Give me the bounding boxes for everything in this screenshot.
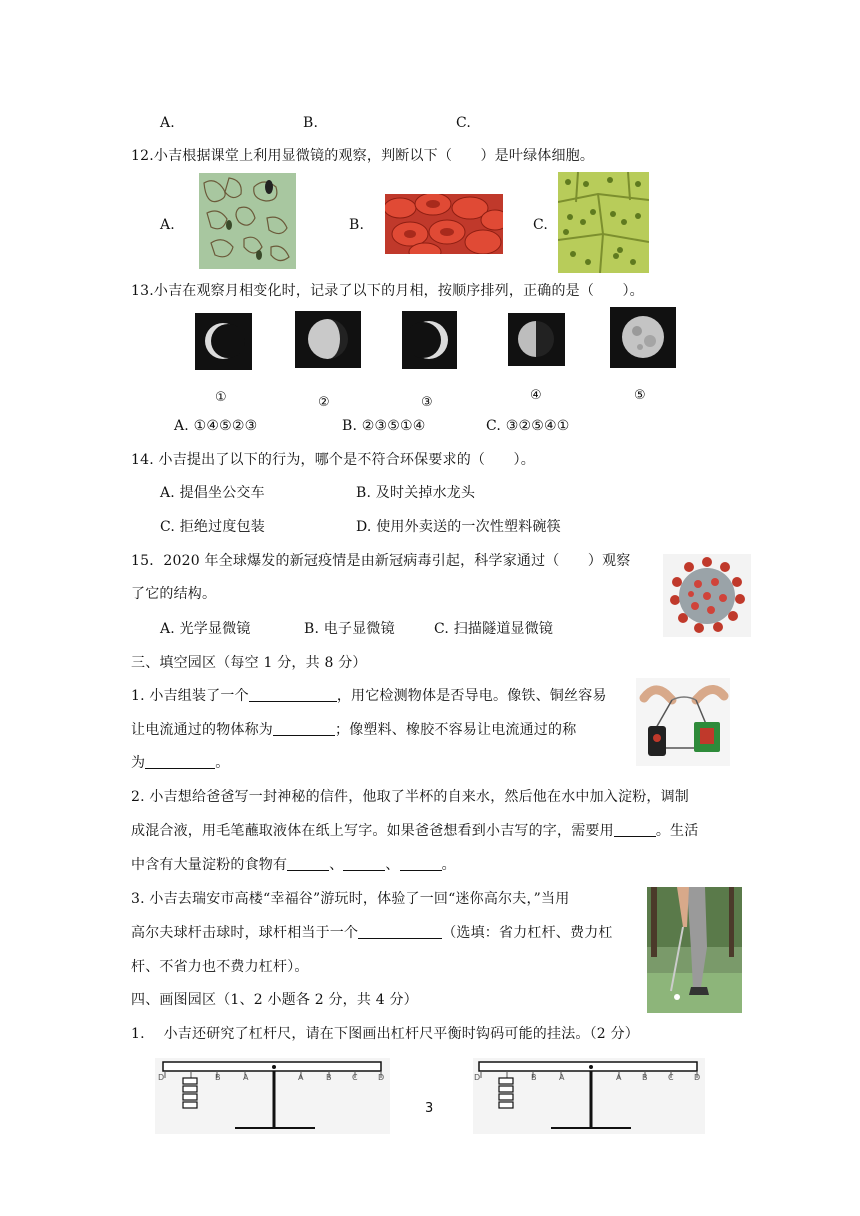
q12-option-b: B.	[349, 217, 365, 233]
lever-left-label-b: B	[215, 1073, 221, 1082]
fill-2-blank-3[interactable]	[343, 856, 385, 871]
lever-left-label-c2: C	[352, 1073, 358, 1082]
q14-option-d: D. 使用外卖送的一次性塑料碗筷	[356, 519, 561, 535]
section-3-title: 三、填空园区（每空 1 分，共 8 分）	[131, 655, 367, 671]
fill-1-line1-a: 1. 小吉组装了一个	[131, 688, 249, 704]
chloroplast-cell-image	[558, 172, 649, 273]
fill-2-line3	[131, 856, 456, 874]
moon-phase-3-image	[402, 311, 457, 369]
lever-right-label-d2: D	[694, 1073, 701, 1082]
moon-label-2: ②	[318, 395, 330, 410]
moon-phase-2-image	[295, 311, 361, 368]
fill-3-line1: 3. 小吉去瑞安市高楼“幸福谷”游玩时，体验了一回“迷你高尔夫，”当用	[131, 891, 570, 907]
fill-2-blank-1[interactable]	[614, 822, 656, 837]
fill-3-line2	[131, 924, 613, 942]
lever-right-label-c2: C	[668, 1073, 674, 1082]
section-4-title: 四、画图园区（1、2 小题各 2 分，共 4 分）	[131, 992, 418, 1008]
lever-left-label-a: A	[243, 1073, 249, 1082]
fill-2-line2-b: 。生活	[655, 823, 699, 839]
q12-text: 12.小吉根据课堂上利用显微镜的观察，判断以下（ ）是叶绿体细胞。	[131, 148, 595, 164]
fill-1-line2-b: ；像塑料、橡胶不容易让电流通过的称	[335, 722, 577, 738]
q11-option-c: C.	[456, 115, 472, 131]
fill-2-end: 。	[441, 857, 456, 873]
q14-option-b: B. 及时关掉水龙头	[356, 485, 476, 501]
fill-1-line1-b: ，用它检测物体是否导电。像铁、铜丝容易	[336, 688, 607, 704]
golf-player-image	[647, 887, 742, 1013]
q12-option-c: C.	[533, 217, 549, 233]
q15-option-c: C. 扫描隧道显微镜	[434, 621, 554, 637]
lever-left-label-d: D	[158, 1073, 165, 1082]
fill-2-sep-1: 、	[329, 857, 344, 873]
fill-3-line3: 杆、不省力也不费力杠杆）。	[131, 959, 309, 975]
fill-1-line2-a: 让电流通过的物体称为	[131, 722, 273, 738]
fill-1-line3-b: 。	[215, 755, 230, 771]
stomata-cell-image	[199, 173, 296, 269]
fill-2-line2	[131, 822, 698, 840]
q14-option-c: C. 拒绝过度包装	[160, 519, 265, 535]
moon-label-1: ①	[215, 390, 227, 405]
fill-1-line3-a: 为	[131, 755, 146, 771]
coronavirus-image	[663, 554, 751, 637]
moon-label-4: ④	[530, 388, 542, 403]
lever-right-label-a2: A	[616, 1073, 622, 1082]
q11-option-a: A.	[160, 115, 175, 131]
q13-option-c: C. ③②⑤④①	[486, 418, 570, 434]
fill-1-blank-1[interactable]	[249, 687, 337, 702]
moon-label-3: ③	[421, 395, 433, 410]
fill-2-blank-4[interactable]	[400, 856, 442, 871]
q15-option-b: B. 电子显微镜	[304, 621, 395, 637]
lever-ruler-left	[155, 1058, 390, 1134]
q13-text: 13.小吉在观察月相变化时，记录了以下的月相，按顺序排列，正确的是（ ）。	[131, 283, 644, 299]
fill-2-blank-2[interactable]	[287, 856, 329, 871]
fill-1-blank-3[interactable]	[145, 754, 215, 769]
fill-1-blank-2[interactable]	[273, 721, 335, 736]
fill-3-blank-1[interactable]	[358, 924, 442, 939]
moon-phase-4-image	[508, 313, 565, 366]
lever-right-label-b2: B	[642, 1073, 648, 1082]
q15-text-line2: 了它的结构。	[131, 586, 217, 602]
moon-label-5: ⑤	[634, 388, 646, 403]
q12-option-a: A.	[160, 217, 175, 233]
fill-1-line1	[131, 687, 607, 705]
q14-option-a: A. 提倡坐公交车	[160, 485, 265, 501]
fill-2-sep-2: 、	[385, 857, 400, 873]
page-number: 3	[425, 1101, 434, 1116]
q14-text: 14. 小吉提出了以下的行为，哪个是不符合环保要求的（ ）。	[131, 452, 535, 468]
lever-right-label-b: B	[531, 1073, 537, 1082]
fill-2-line2-a: 成混合液，用毛笔蘸取液体在纸上写字。如果爸爸想看到小吉写的字，需要用	[131, 823, 614, 839]
drawing-1-text: 1. 小吉还研究了杠杆尺，请在下图画出杠杆尺平衡时钩码可能的挂法。（2 分）	[131, 1026, 639, 1042]
fill-1-line2	[131, 721, 576, 739]
fill-2-line3-a: 中含有大量淀粉的食物有	[131, 857, 288, 873]
lever-right-label-d: D	[474, 1073, 481, 1082]
moon-phase-5-image	[610, 307, 676, 368]
lever-right-label-a: A	[559, 1073, 565, 1082]
fill-3-line2-a: 高尔夫球杆击球时，球杆相当于一个	[131, 925, 359, 941]
lever-left-label-b2: B	[326, 1073, 332, 1082]
lever-left-label-d2: D	[378, 1073, 385, 1082]
lever-left-label-a2: A	[298, 1073, 304, 1082]
fill-2-line1: 2. 小吉想给爸爸写一封神秘的信件，他取了半杯的自来水，然后他在水中加入淀粉，调制	[131, 789, 690, 805]
lever-ruler-right	[473, 1058, 705, 1134]
fill-1-line3	[131, 754, 229, 772]
q13-option-a: A. ①④⑤②③	[174, 418, 258, 434]
q15-text-line1: 15．2020 年全球爆发的新冠疫情是由新冠病毒引起，科学家通过（ ）观察	[131, 553, 631, 569]
q13-option-b: B. ②③⑤①④	[342, 418, 426, 434]
q15-option-a: A. 光学显微镜	[160, 621, 251, 637]
circuit-tester-image	[636, 678, 730, 766]
q11-option-b: B.	[303, 115, 319, 131]
moon-phase-1-image	[195, 313, 252, 370]
fill-3-line2-b: （选填：省力杠杆、费力杠	[442, 925, 613, 941]
red-blood-cell-image	[385, 194, 503, 254]
